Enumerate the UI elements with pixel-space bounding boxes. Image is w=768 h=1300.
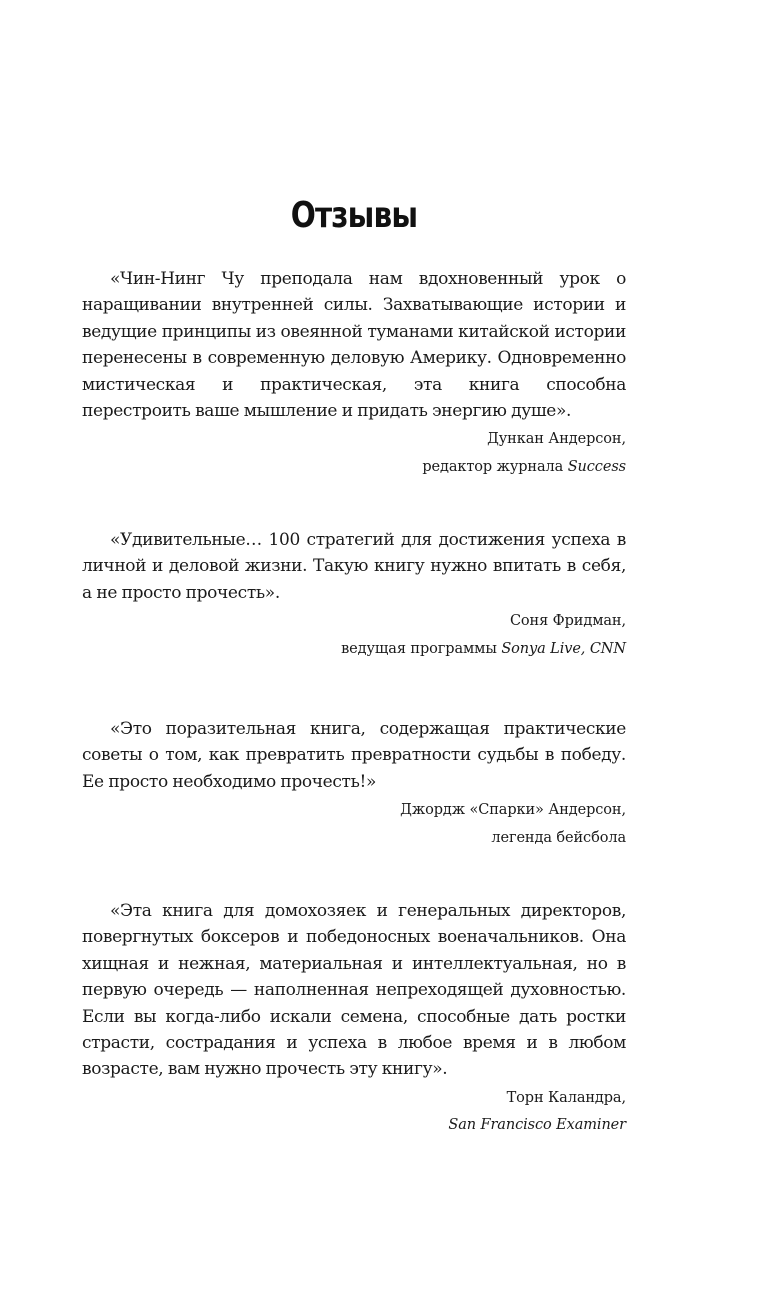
review-author: Торн Каландра, xyxy=(506,1089,626,1106)
review-block xyxy=(82,266,626,481)
review-quote: «Чин-Нинг Чу преподала нам вдохновенный урок о наращивании внутренней силы. Захватывающие истории и ведущие принципы из овеянной туманами китайской истории перенесены в современную деловую Америку. Одновременно мистическая и практическая, эта книга способна перестроить ваше мышление и придать энергию душе». xyxy=(82,269,626,422)
review-role-text: легенда бейсбола xyxy=(491,829,626,846)
review-role-text: редактор журнала xyxy=(422,458,568,475)
review-quote: «Это поразительная книга, содержащая практические советы о том, как превратить превратности судьбы в победу. Ее просто необходимо прочесть!» xyxy=(82,719,626,792)
review-role-publication: Success xyxy=(567,458,626,475)
review-role xyxy=(82,1112,626,1140)
review-author: Соня Фридман, xyxy=(509,613,626,630)
review-role-text: ведущая программы xyxy=(341,640,502,657)
review-role xyxy=(82,454,626,482)
review-block xyxy=(82,898,626,1140)
review-block xyxy=(82,527,626,663)
review-role xyxy=(82,825,626,853)
review-quote: «Удивительные… 100 стратегий для достижения успеха в личной и деловой жизни. Такую книгу нужно впитать в себя, а не просто прочесть». xyxy=(82,530,626,603)
review-role-publication: Sonya Live, CNN xyxy=(501,640,626,657)
review-role-publication: San Francisco Examiner xyxy=(448,1117,626,1134)
review-quote: «Эта книга для домохозяек и генеральных директоров, повергнутых боксеров и победоносных военачальников. Она хищная и нежная, материальная и интеллектуальная, но в первую очередь — наполненная непреходящей духовностью. Если вы когда-либо искали семена, способные дать ростки страсти, сострадания и успеха в любое время и в любом возрасте, вам нужно прочесть эту книгу». xyxy=(82,901,626,1080)
review-role xyxy=(82,636,626,664)
review-attribution xyxy=(82,608,626,663)
review-block xyxy=(82,716,626,852)
review-author: Джордж «Спарки» Андерсон, xyxy=(400,802,626,819)
review-author: Дункан Андерсон, xyxy=(487,431,626,448)
page-title: Отзывы xyxy=(290,195,418,237)
review-attribution xyxy=(82,1085,626,1140)
review-attribution xyxy=(82,426,626,481)
review-attribution xyxy=(82,797,626,852)
